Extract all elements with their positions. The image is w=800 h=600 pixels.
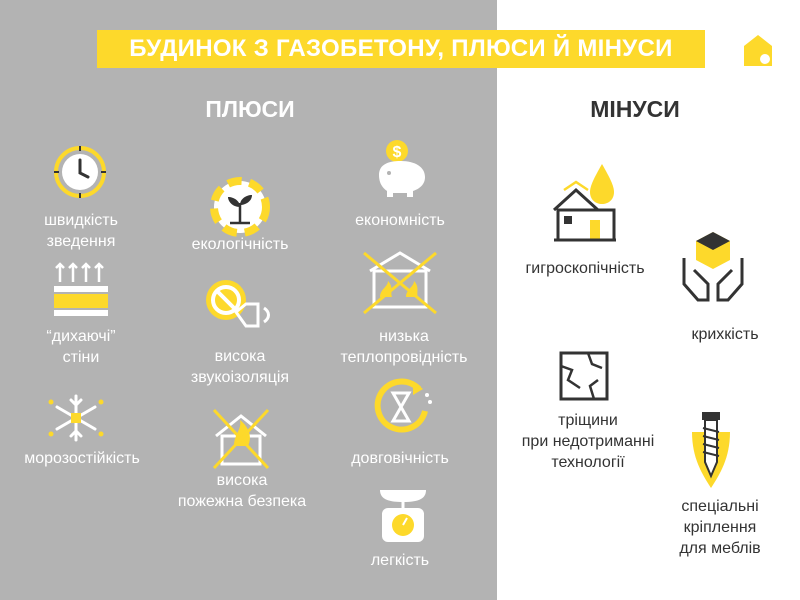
label-line: економність bbox=[355, 212, 445, 229]
label-line: крихкість bbox=[691, 326, 759, 343]
cons-label-special-fasteners bbox=[650, 496, 790, 559]
label-line: екологічність bbox=[191, 236, 289, 253]
clock-icon bbox=[51, 143, 109, 201]
pros-label-ecology bbox=[170, 234, 310, 255]
label-line: стіни bbox=[62, 349, 100, 366]
breathing-wall-icon bbox=[52, 258, 110, 320]
pros-label-breathing-walls bbox=[20, 326, 142, 368]
pros-label-lightness bbox=[340, 550, 460, 571]
svg-text:$: $ bbox=[392, 144, 402, 161]
title-banner bbox=[97, 30, 705, 68]
scale-icon bbox=[372, 482, 434, 548]
cracked-block-icon bbox=[558, 350, 610, 402]
label-line: звукоізоляція bbox=[190, 369, 290, 386]
low-thermal-conductivity-icon bbox=[360, 247, 440, 317]
label-line: морозостійкість bbox=[24, 450, 140, 467]
cons-label-cracks bbox=[500, 410, 676, 473]
fire-safety-house-icon bbox=[210, 406, 272, 472]
label-line: пожежна безпека bbox=[177, 493, 307, 510]
pros-label-sound-insulation bbox=[165, 346, 315, 388]
label-line: для меблів bbox=[679, 540, 761, 557]
label-line: гигроскопічність bbox=[525, 260, 645, 277]
special-screw-icon bbox=[688, 408, 734, 490]
hourglass-cycle-icon bbox=[369, 375, 433, 441]
label-line: висока bbox=[216, 472, 268, 489]
plant-sprout-icon bbox=[210, 177, 270, 237]
label-line: зведення bbox=[46, 233, 116, 250]
label-line: технології bbox=[551, 454, 625, 471]
cons-heading: МІНУСИ bbox=[590, 96, 680, 122]
label-line: легкість bbox=[370, 552, 430, 569]
pros-label-durability bbox=[330, 448, 470, 469]
cons-label-fragility bbox=[665, 324, 785, 345]
label-line: висока bbox=[214, 348, 266, 365]
pros-label-fire-safety bbox=[160, 470, 324, 512]
logo-icon bbox=[740, 32, 776, 68]
snowflake-icon bbox=[46, 388, 106, 448]
label-line: спеціальні bbox=[681, 498, 759, 515]
piggy-bank-icon bbox=[367, 135, 435, 203]
pros-label-thermal bbox=[324, 326, 484, 368]
sound-insulation-icon bbox=[202, 274, 278, 336]
label-line: “дихаючі” bbox=[46, 328, 116, 345]
page-title: БУДИНОК З ГАЗОБЕТОНУ, ПЛЮСИ Й МІНУСИ bbox=[129, 35, 673, 62]
label-line: тріщини bbox=[558, 412, 618, 429]
hands-box-icon bbox=[680, 228, 746, 308]
pros-label-frost bbox=[6, 448, 158, 469]
cons-label-hygroscopic bbox=[505, 258, 665, 279]
pros-label-speed bbox=[20, 210, 142, 252]
pros-label-economy bbox=[335, 210, 465, 231]
label-line: кріплення bbox=[683, 519, 757, 536]
house-moisture-icon bbox=[550, 160, 620, 246]
pros-heading: ПЛЮСИ bbox=[205, 96, 295, 122]
label-line: низька bbox=[379, 328, 429, 345]
label-line: при недотриманні bbox=[521, 433, 655, 450]
label-line: довговічність bbox=[351, 450, 449, 467]
label-line: швидкість bbox=[44, 212, 118, 229]
label-line: теплопровідність bbox=[340, 349, 468, 366]
